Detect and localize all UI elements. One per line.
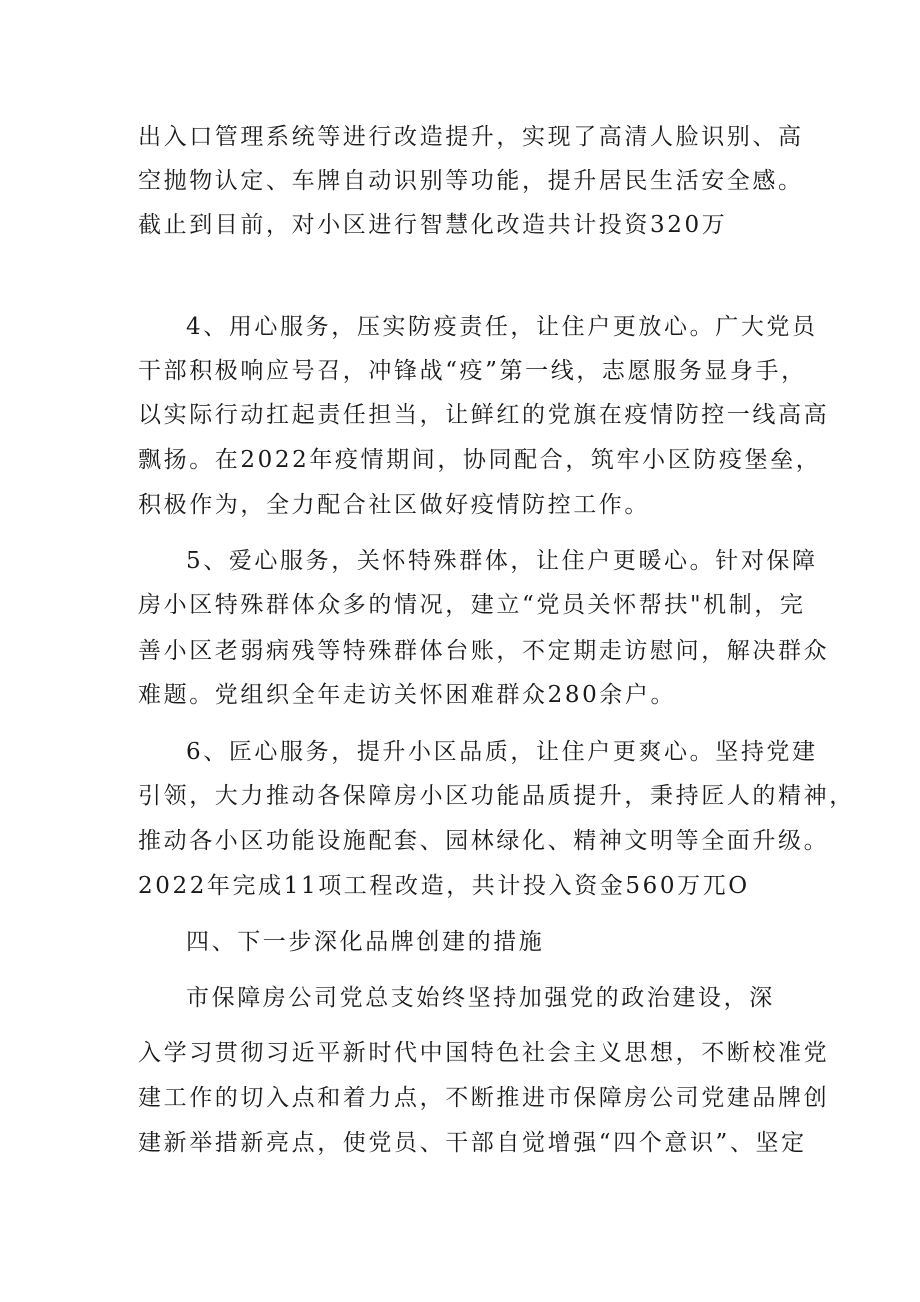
text-line: 截止到目前，对小区进行智慧化改造共计投资320万 — [138, 212, 728, 238]
text-line: 难题。党组织全年走访关怀困难群众280余户。 — [138, 682, 677, 708]
text-line: 积极作为，全力配合社区做好疫情防控工作。 — [138, 492, 650, 518]
paragraph-6-first-line: 6、匠心服务，提升小区品质，让住户更爽心。坚持党建 — [186, 739, 818, 765]
text-line: 2022年完成11项工程改造，共计投入资金560万兀O — [138, 873, 750, 899]
text-line: 干部积极响应号召，冲锋战“疫”第一线，志愿服务显身手， — [138, 358, 807, 384]
text-line: 推动各小区功能设施配套、园林绿化、精神文明等全面升级。 — [138, 828, 830, 854]
paragraph-5-first-line: 5、爱心服务，关怀特殊群体，让住户更暖心。针对保障 — [186, 548, 818, 574]
text-line: 以实际行动扛起责任担当，让鲜红的党旗在疫情防控一线高高 — [138, 402, 830, 428]
text-line: 建新举措新亮点，使党员、干部自觉增强“四个意识”、坚定 — [138, 1130, 807, 1156]
text-line: 飘扬。在2022年疫情期间，协同配合，筑牢小区防疫堡垒， — [138, 447, 822, 473]
text-line: 引领，大力推动各保障房小区功能品质提升，秉持匠人的精神， — [138, 783, 855, 809]
paragraph-4-first-line: 4、用心服务，压实防疫责任，让住户更放心。广大党员 — [186, 314, 818, 340]
text-line: 入学习贯彻习近平新时代中国特色社会主义思想，不断校准党 — [138, 1040, 830, 1066]
text-line: 建工作的切入点和着力点，不断推进市保障房公司党建品牌创 — [138, 1085, 830, 1111]
text-line: 空抛物认定、车牌自动识别等功能，提升居民生活安全感。 — [138, 168, 804, 194]
section-heading: 四、下一步深化品牌创建的措施 — [186, 929, 545, 955]
text-line: 善小区老弱病残等特殊群体台账，不定期走访慰问，解决群众 — [138, 638, 830, 664]
text-line: 房小区特殊群体众多的情况，建立“党员关怀帮扶"机制，完 — [138, 592, 806, 618]
text-line: 出入口管理系统等进行改造提升，实现了高清人脸识别、高 — [138, 124, 804, 150]
paragraph-first-line: 市保障房公司党总支始终坚持加强党的政治建设，深 — [186, 985, 775, 1011]
